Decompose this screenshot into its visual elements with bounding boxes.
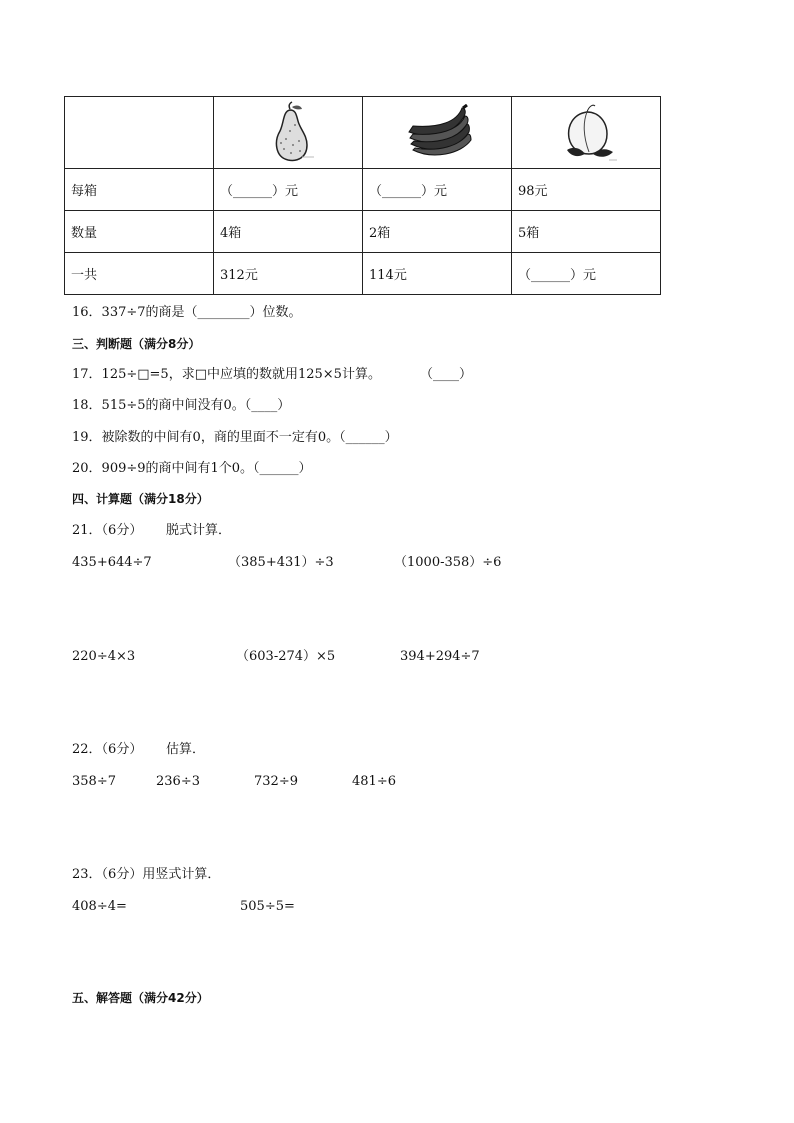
price-table bbox=[64, 96, 661, 295]
question-21-title: 21．（6分） bbox=[72, 523, 143, 538]
section-heading-calculation: 四、计算题（满分18分） bbox=[72, 492, 209, 506]
expression: （603-274）×5 bbox=[236, 649, 336, 664]
table-cell: （______）元 bbox=[363, 169, 512, 211]
peach-cell bbox=[512, 97, 661, 169]
pear-cell bbox=[214, 97, 363, 169]
estimate-item: 358÷7 bbox=[72, 774, 116, 789]
expression: 435+644÷7 bbox=[72, 555, 152, 570]
question-23-title: 23．（6分）用竖式计算． bbox=[72, 867, 221, 882]
question-17: 17．125÷□=5，求□中应填的数就用125×5计算。 bbox=[72, 367, 381, 382]
question-21-instruction: 脱式计算． bbox=[166, 523, 232, 538]
question-16: 16．337÷7的商是（________）位数。 bbox=[72, 305, 302, 320]
question-19: 19．被除数的中间有0，商的里面不一定有0。（______） bbox=[72, 430, 398, 445]
estimate-item: 481÷6 bbox=[352, 774, 396, 789]
banana-cell bbox=[363, 97, 512, 169]
section-heading-answers: 五、解答题（满分42分） bbox=[72, 991, 209, 1005]
banana-icon bbox=[407, 104, 473, 162]
table-cell: 5箱 bbox=[512, 211, 661, 253]
peach-icon bbox=[559, 102, 619, 164]
table-header-empty bbox=[65, 97, 214, 169]
estimate-item: 732÷9 bbox=[254, 774, 298, 789]
table-cell: 2箱 bbox=[363, 211, 512, 253]
question-20: 20．909÷9的商中间有1个0。（______） bbox=[72, 461, 312, 476]
table-cell: 98元 bbox=[512, 169, 661, 211]
division-item: 505÷5= bbox=[240, 899, 295, 914]
question-22-title: 22．（6分） bbox=[72, 742, 143, 757]
row-label: 数量 bbox=[65, 211, 214, 253]
row-label: 每箱 bbox=[65, 169, 214, 211]
division-item: 408÷4= bbox=[72, 899, 127, 914]
table-cell: 312元 bbox=[214, 253, 363, 295]
expression: （385+431）÷3 bbox=[228, 555, 334, 570]
table-cell: 114元 bbox=[363, 253, 512, 295]
question-18: 18．515÷5的商中间没有0。（____） bbox=[72, 398, 291, 413]
row-label: 一共 bbox=[65, 253, 214, 295]
table-cell: （______）元 bbox=[512, 253, 661, 295]
table-cell: 4箱 bbox=[214, 211, 363, 253]
question-17-blank: （____） bbox=[420, 367, 473, 382]
section-heading-judgement: 三、判断题（满分8分） bbox=[72, 337, 201, 351]
expression: 220÷4×3 bbox=[72, 649, 136, 664]
question-22-instruction: 估算． bbox=[166, 742, 206, 757]
pear-icon bbox=[266, 101, 316, 165]
estimate-item: 236÷3 bbox=[156, 774, 200, 789]
expression: 394+294÷7 bbox=[400, 649, 480, 664]
expression: （1000-358）÷6 bbox=[394, 555, 502, 570]
table-cell: （______）元 bbox=[214, 169, 363, 211]
